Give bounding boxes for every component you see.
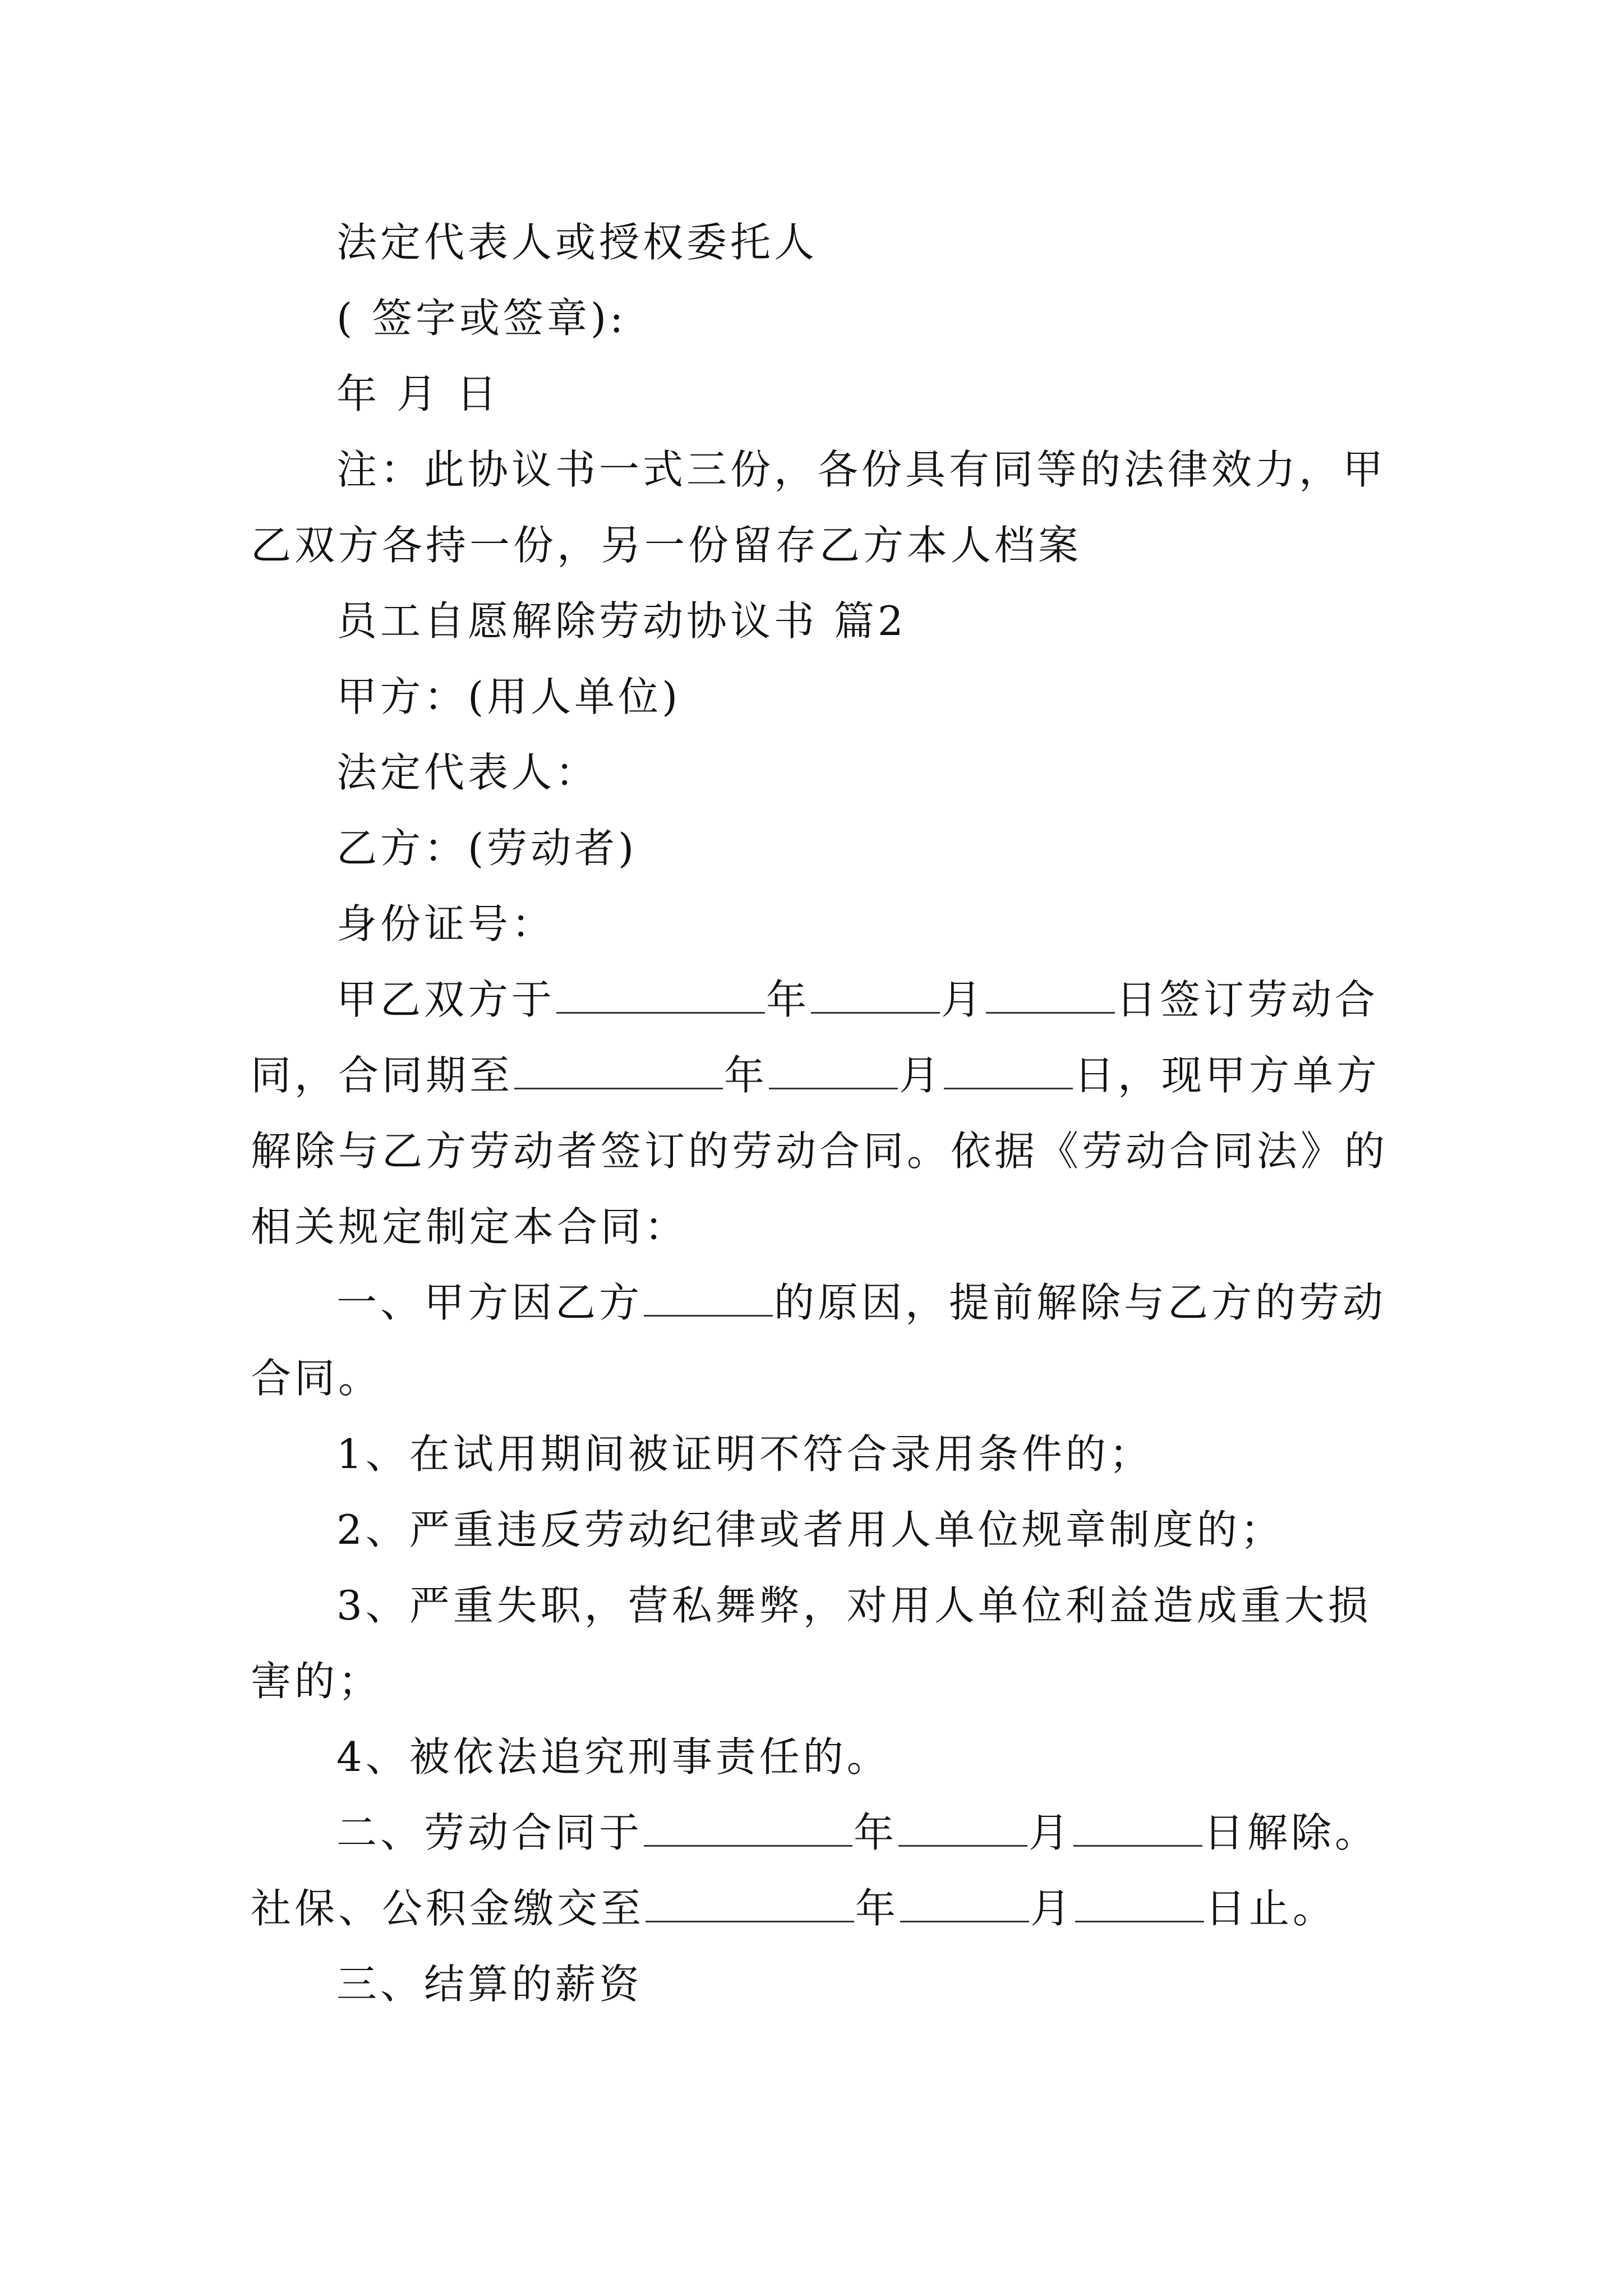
social-insurance-line: 社保、公积金缴交至 年 月 日止。	[251, 1885, 1337, 1932]
section-title: 员工自愿解除劳动协议书 篇2	[336, 597, 907, 645]
day-blank[interactable]	[1073, 1810, 1202, 1847]
month-blank[interactable]	[811, 977, 940, 1014]
clause-1: 一、甲方因乙方 的原因，提前解除与乙方的劳动	[336, 1279, 1387, 1326]
signatory-label: 法定代表人或授权委托人	[336, 219, 818, 266]
day-blank[interactable]	[986, 977, 1115, 1014]
note-line-2: 乙双方各持一份，另一份留存乙方本人档案	[251, 522, 1082, 569]
body-line: 合同。	[251, 1355, 382, 1402]
year-blank[interactable]	[556, 977, 765, 1014]
body-line: 相关规定制定本合同：	[251, 1203, 689, 1250]
month-blank[interactable]	[898, 1810, 1027, 1847]
note-line-1: 注：此协议书一式三份，各份具有同等的法律效力，甲	[336, 446, 1387, 493]
month-blank[interactable]	[769, 1053, 898, 1089]
party-b-label: 乙方：(劳动者)	[336, 825, 638, 872]
list-item-3: 3、严重失职，营私舞弊，对用人单位利益造成重大损	[336, 1582, 1372, 1629]
list-item-3-cont: 害的；	[251, 1658, 382, 1705]
list-item-1: 1、在试用期间被证明不符合录用条件的；	[336, 1430, 1153, 1478]
clause-2: 二、劳动合同于 年 月 日解除。	[336, 1809, 1379, 1856]
day-blank[interactable]	[1075, 1886, 1204, 1922]
signature-note: ( 签字或签章):	[336, 295, 627, 342]
reason-blank[interactable]	[644, 1280, 773, 1317]
year-blank[interactable]	[514, 1053, 723, 1089]
party-a-label: 甲方：(用人单位)	[336, 673, 681, 720]
month-blank[interactable]	[900, 1886, 1029, 1922]
contract-term-line: 同，合同期至 年 月 日，现甲方单方	[251, 1052, 1381, 1099]
clause-3: 三、结算的薪资	[336, 1961, 643, 2008]
date-line: 年 月 日	[336, 370, 500, 417]
year-blank[interactable]	[644, 1810, 852, 1847]
body-line: 解除与乙方劳动者签订的劳动合同。依据《劳动合同法》的	[251, 1128, 1389, 1175]
id-number-label: 身份证号：	[336, 900, 556, 947]
list-item-2: 2、严重违反劳动纪律或者用人单位规章制度的；	[336, 1506, 1284, 1553]
day-blank[interactable]	[944, 1053, 1073, 1089]
year-blank[interactable]	[645, 1886, 854, 1922]
list-item-4: 4、被依法追究刑事责任的。	[336, 1733, 891, 1780]
contract-sign-date-line: 甲乙双方于 年 月 日签订劳动合	[336, 976, 1379, 1023]
legal-rep-label: 法定代表人：	[336, 749, 600, 796]
